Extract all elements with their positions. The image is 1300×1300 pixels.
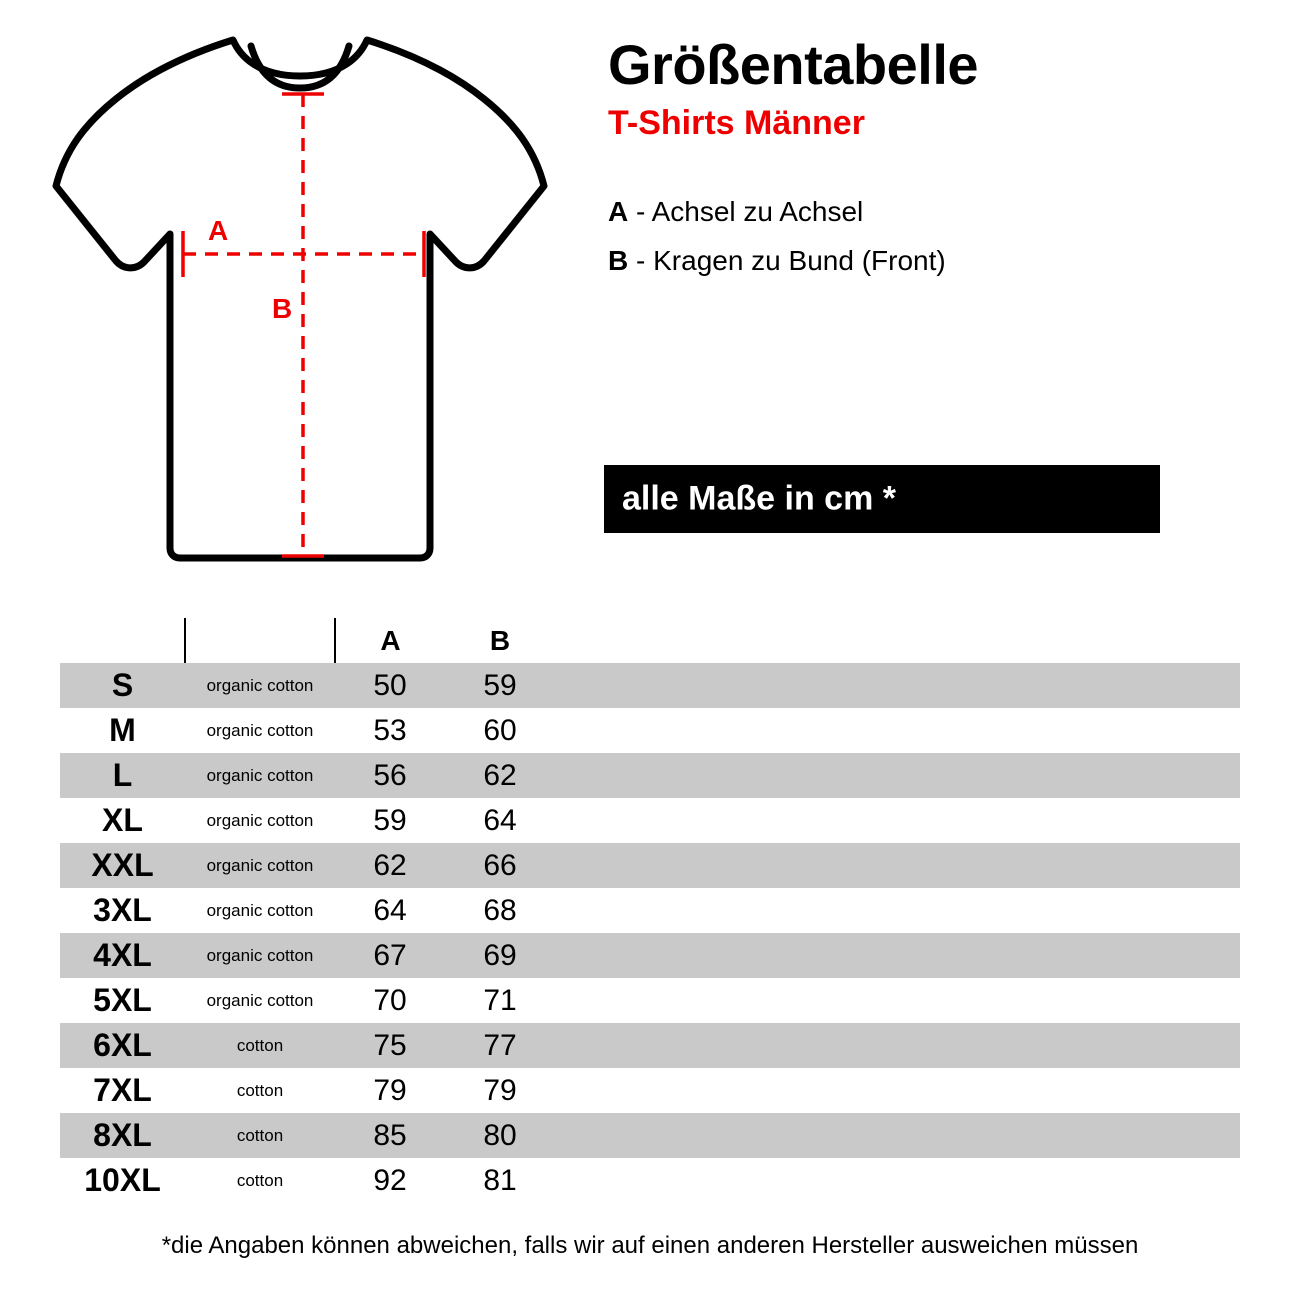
header-b: B: [489, 624, 511, 656]
table-row: [60, 843, 1240, 888]
row-material: cotton: [185, 1113, 335, 1158]
top-section: [0, 0, 1300, 600]
row-value-a: 53: [373, 713, 407, 747]
table-row: [60, 1023, 1240, 1068]
table-row: [60, 978, 1240, 1023]
row-material: organic cotton: [185, 843, 335, 888]
row-size: 10XL: [84, 1162, 161, 1198]
row-spacer: [555, 1158, 1240, 1203]
row-material: cotton: [185, 1023, 335, 1068]
table-row: [60, 933, 1240, 978]
row-value-b: 77: [445, 1023, 555, 1068]
row-value-a: 50: [335, 663, 445, 708]
row-value-b: 59: [445, 663, 555, 708]
tshirt-svg: [20, 18, 580, 578]
row-size: XL: [102, 802, 143, 838]
page-subtitle: T-Shirts Männer: [608, 103, 865, 142]
row-spacer: [555, 1068, 1240, 1113]
table-row: [60, 708, 1240, 753]
table-row: [60, 1068, 1240, 1113]
row-spacer: [555, 1023, 1240, 1068]
row-value-a: 56: [335, 753, 445, 798]
row-material: organic cotton: [206, 810, 314, 830]
header-spacer: [555, 618, 1240, 663]
row-size: 8XL: [60, 1113, 185, 1158]
table-row: [60, 753, 1240, 798]
row-value-a: 85: [335, 1113, 445, 1158]
row-size: 4XL: [60, 933, 185, 978]
table-row: [60, 798, 1240, 843]
row-value-b: 66: [445, 843, 555, 888]
row-size: M: [109, 712, 136, 748]
row-size: 7XL: [93, 1072, 152, 1108]
legend-text-a: - Achsel zu Achsel: [628, 196, 864, 228]
table-row: [60, 1158, 1240, 1203]
row-size: S: [60, 663, 185, 708]
measure-b-label: B: [272, 293, 293, 324]
row-value-b: 71: [483, 983, 517, 1017]
legend-text-b: - Kragen zu Bund (Front): [628, 245, 946, 277]
row-material: organic cotton: [206, 720, 314, 740]
row-spacer: [555, 708, 1240, 753]
row-spacer: [555, 888, 1240, 933]
header-material-cell: [185, 618, 335, 663]
row-material: organic cotton: [206, 990, 314, 1010]
size-table-body: [60, 618, 1240, 1203]
row-value-b: 79: [483, 1073, 517, 1107]
row-value-a: 62: [335, 843, 445, 888]
row-value-a: 92: [373, 1163, 407, 1197]
row-value-b: 81: [483, 1163, 517, 1197]
row-value-b: 62: [445, 753, 555, 798]
legend-item-b: [608, 243, 1268, 278]
row-value-a: 70: [373, 983, 407, 1017]
legend-key-b: B: [608, 245, 629, 277]
row-size: 5XL: [93, 982, 152, 1018]
size-table: [60, 618, 1240, 1203]
row-spacer: [555, 978, 1240, 1023]
units-banner: [604, 465, 1160, 533]
row-value-a: 64: [373, 893, 407, 927]
row-value-b: 69: [445, 933, 555, 978]
row-size: XXL: [60, 843, 185, 888]
row-material: organic cotton: [206, 900, 314, 920]
table-row: [60, 888, 1240, 933]
row-value-a: 67: [335, 933, 445, 978]
row-size: 6XL: [60, 1023, 185, 1068]
row-value-a: 75: [335, 1023, 445, 1068]
row-size: L: [60, 753, 185, 798]
row-value-a: 79: [373, 1073, 407, 1107]
legend-key-a: A: [608, 196, 629, 228]
info-panel: [608, 33, 1268, 278]
legend-item-a: [608, 194, 1268, 229]
row-value-b: 68: [483, 893, 517, 927]
row-material: organic cotton: [185, 933, 335, 978]
row-spacer: [555, 663, 1240, 708]
row-value-a: 59: [373, 803, 407, 837]
row-spacer: [555, 843, 1240, 888]
tshirt-diagram: [20, 18, 580, 578]
row-spacer: [555, 753, 1240, 798]
row-value-b: 64: [483, 803, 517, 837]
row-material: cotton: [236, 1170, 284, 1190]
table-header-row: [60, 618, 1240, 663]
shirt-outline: [56, 40, 544, 558]
table-row: [60, 663, 1240, 708]
row-value-b: 60: [483, 713, 517, 747]
footnote: *die Angaben können abweichen, falls wir auf einen anderen Hersteller ausweichen müssen: [161, 1232, 1139, 1259]
row-spacer: [555, 1113, 1240, 1158]
legend: [608, 194, 1268, 278]
header-a: A: [380, 624, 401, 656]
row-spacer: [555, 798, 1240, 843]
table-row: [60, 1113, 1240, 1158]
row-material: organic cotton: [185, 753, 335, 798]
measure-a-label: A: [208, 215, 229, 246]
units-banner-text: alle Maße in cm *: [622, 479, 896, 518]
row-value-b: 80: [445, 1113, 555, 1158]
row-spacer: [555, 933, 1240, 978]
page-title: Größentabelle: [608, 33, 979, 96]
row-material: organic cotton: [185, 663, 335, 708]
row-size: 3XL: [93, 892, 152, 928]
row-material: cotton: [236, 1080, 284, 1100]
header-size-cell: [60, 618, 185, 663]
